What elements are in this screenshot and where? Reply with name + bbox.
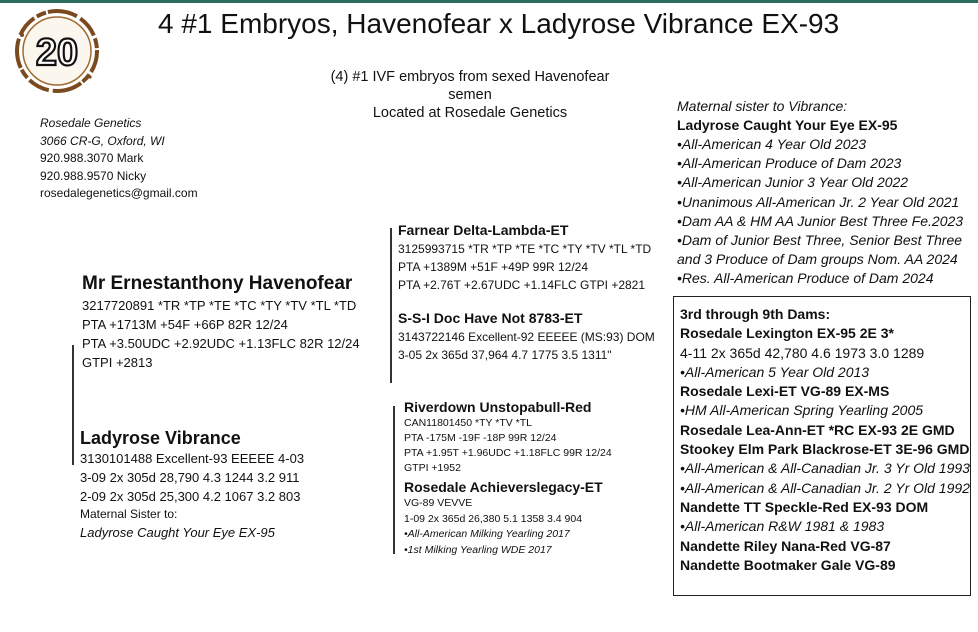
dam-line: 3-09 2x 305d 28,790 4.3 1244 3.2 911 bbox=[80, 470, 300, 485]
maternal-sister-heading: Maternal sister to Vibrance: bbox=[677, 98, 848, 114]
phone-nicky: 920.988.9570 Nicky bbox=[40, 168, 147, 183]
maternal-sister-award: •All-American Junior 3 Year Old 2022 bbox=[677, 174, 909, 191]
sire-line: PTA +1713M +54F +66P 82R 12/24 bbox=[82, 317, 288, 332]
sire-sire-name: Farnear Delta-Lambda-ET bbox=[398, 222, 569, 238]
dam-sire-name: Riverdown Unstopabull-Red bbox=[404, 399, 592, 415]
contact-block bbox=[40, 115, 198, 203]
dam-note-sister: Ladyrose Caught Your Eye EX-95 bbox=[80, 525, 275, 540]
sire-name: Mr Ernestanthony Havenofear bbox=[82, 273, 353, 294]
page-title: 4 #1 Embryos, Havenofear x Ladyrose Vibrance EX-93 bbox=[158, 8, 840, 39]
subtitle-line: (4) #1 IVF embryos from sexed Havenofear bbox=[330, 69, 610, 85]
maternal-sister-block bbox=[677, 97, 963, 289]
phone-mark: 920.988.3070 Mark bbox=[40, 151, 144, 165]
dam-dam-name: Rosedale Achieverslegacy-ET bbox=[404, 479, 603, 495]
dam-name-row: Rosedale Lea-Ann-ET *RC EX-93 2E GMD bbox=[680, 421, 955, 438]
sire-sire-line: PTA +1389M +51F +49P 99R 12/24 bbox=[398, 260, 589, 274]
dam-detail-row: •All-American 5 Year Old 2013 bbox=[680, 363, 870, 380]
email[interactable]: rosedalegenetics@gmail.com bbox=[40, 186, 198, 200]
sire-line: GTPI +2813 bbox=[82, 355, 153, 370]
dam-pedigree-connector bbox=[393, 406, 395, 554]
maternal-sister-award: •Unanimous All-American Jr. 2 Year Old 2021 bbox=[677, 193, 960, 210]
sire-dam-name: S-S-I Doc Have Not 8783-ET bbox=[398, 310, 583, 326]
dam-detail-row: •HM All-American Spring Yearling 2005 bbox=[680, 402, 924, 419]
maternal-sister-award: •All-American 4 Year Old 2023 bbox=[677, 136, 867, 152]
sire-dam-line: 3-05 2x 365d 37,964 4.7 1775 3.5 1311" bbox=[398, 348, 612, 362]
dam-name-row: Nandette Riley Nana-Red VG-87 bbox=[680, 537, 891, 554]
dam-note: Maternal Sister to: bbox=[80, 507, 178, 521]
maternal-sister-award: and 3 Produce of Dam groups Nom. AA 2024 bbox=[677, 251, 958, 268]
dam-line: 2-09 2x 305d 25,300 4.2 1067 3.2 803 bbox=[80, 489, 301, 504]
sire-line: PTA +3.50UDC +2.92UDC +1.13FLC 82R 12/24 bbox=[82, 336, 360, 351]
maternal-sister-award: •Dam of Junior Best Three, Senior Best Three bbox=[677, 232, 963, 249]
maternal-sister-award: •Dam AA & HM AA Junior Best Three Fe.2023 bbox=[677, 212, 964, 229]
dam-name-row: Rosedale Lexi-ET VG-89 EX-MS bbox=[680, 383, 890, 400]
sire-sire-line: 3125993715 *TR *TP *TE *TC *TY *TV *TL *TD bbox=[398, 242, 652, 256]
dams-box-heading: 3rd through 9th Dams: bbox=[680, 306, 831, 322]
dam-sire-line: PTA +1.95T +1.96UDC +1.18FLC 99R 12/24 bbox=[404, 447, 612, 459]
dam-name-row: Rosedale Lexington EX-95 2E 3* bbox=[680, 325, 894, 342]
maternal-sister-award: •All-American Produce of Dam 2023 bbox=[677, 155, 902, 172]
dam-sire-line: CAN11801450 *TY *TV *TL bbox=[404, 417, 533, 429]
company-name: Rosedale Genetics bbox=[40, 116, 142, 130]
dam-sire-block bbox=[404, 398, 612, 476]
dams-box bbox=[673, 296, 971, 596]
pedigree-connector bbox=[72, 345, 74, 465]
logo-number: 20 bbox=[35, 32, 79, 74]
sire-sire-line: PTA +2.76T +2.67UDC +1.14FLC GTPI +2821 bbox=[398, 278, 646, 292]
sire-block bbox=[82, 272, 360, 372]
dam-dam-award: •1st Milking Yearling WDE 2017 bbox=[404, 543, 552, 556]
subtitle-line: Located at Rosedale Genetics bbox=[372, 105, 568, 121]
dam-dam-line: VG-89 VEVVE bbox=[404, 497, 473, 509]
dam-detail-row: •All-American & All-Canadian Jr. 2 Yr Old 1992 bbox=[680, 479, 970, 496]
dam-sire-line: GTPI +1952 bbox=[404, 462, 461, 474]
sire-sire-block bbox=[398, 220, 651, 294]
dam-dam-line: 1-09 2x 365d 26,380 5.1 1358 3.4 904 bbox=[404, 512, 583, 525]
sire-pedigree-connector bbox=[390, 228, 392, 383]
sire-line: 3217720891 *TR *TP *TE *TC *TY *TV *TL *TD bbox=[82, 298, 357, 313]
dam-detail-row: 4-11 2x 365d 42,780 4.6 1973 3.0 1289 bbox=[680, 344, 925, 361]
dam-dam-block bbox=[404, 478, 603, 558]
dam-detail-row: •All-American & All-Canadian Jr. 3 Yr Old 1993 bbox=[680, 460, 970, 477]
dam-dam-award: •All-American Milking Yearling 2017 bbox=[404, 528, 570, 540]
sire-dam-line: 3143722146 Excellent-92 EEEEE (MS:93) DOM bbox=[398, 330, 655, 344]
dam-name-row: Nandette TT Speckle-Red EX-93 DOM bbox=[680, 498, 929, 515]
subtitle-line: semen bbox=[448, 87, 492, 103]
maternal-sister-award: •Res. All-American Produce of Dam 2024 bbox=[677, 270, 934, 287]
dam-line: 3130101488 Excellent-93 EEEEE 4-03 bbox=[80, 451, 305, 466]
maternal-sister-name: Ladyrose Caught Your Eye EX-95 bbox=[677, 117, 898, 133]
sire-dam-block bbox=[398, 308, 655, 364]
subtitle bbox=[300, 68, 640, 122]
dam-block bbox=[80, 427, 304, 542]
logo-20-badge bbox=[10, 5, 105, 100]
address: 3066 CR-G, Oxford, WI bbox=[40, 133, 165, 148]
dam-name-row: Nandette Bootmaker Gale VG-89 bbox=[680, 556, 896, 573]
dam-detail-row: •All-American R&W 1981 & 1983 bbox=[680, 518, 885, 535]
dam-name: Ladyrose Vibrance bbox=[80, 428, 241, 448]
top-accent-bar bbox=[0, 0, 978, 3]
dam-sire-line: PTA -175M -19F -18P 99R 12/24 bbox=[404, 432, 557, 444]
dam-name-row: Stookey Elm Park Blackrose-ET 3E-96 GMD bbox=[680, 441, 970, 458]
